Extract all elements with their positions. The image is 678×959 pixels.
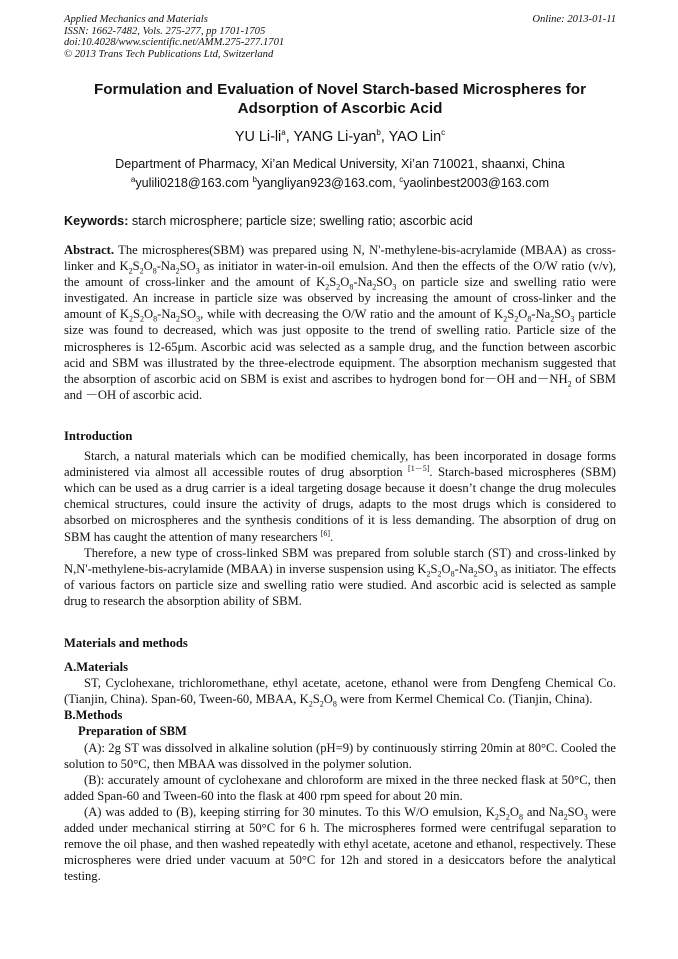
abstract-label: Abstract.: [64, 243, 115, 257]
email-2-mark: b: [252, 174, 257, 184]
email-list: [64, 176, 616, 190]
author-3: YAO Lin: [388, 129, 442, 145]
materials-methods-section: [64, 635, 616, 884]
email-1[interactable]: yulili0218@163.com: [135, 176, 249, 190]
author-1-mark: a: [281, 128, 286, 138]
intro-paragraph-1: Starch, a natural materials which can be modified chemically, has been incorporated in dosage forms administered via almost all accessible routes of drug absorption [1－5]. Starch-based microspheres (SBM) which can be used as a drug carrier is a ideal targeting dosage because it doesn’t change the drug molecules chemical structures, could insure the activity of drugs, adapts to the most drugs which is considered to absorbed on microspheres and the synthesis conditions of it is less demanding. The absorption of drug on SBM has caught the attention of many researchers [6].: [64, 449, 616, 544]
materials-paragraph: ST, Cyclohexane, trichloromethane, ethyl acetate, acetone, ethanol were from Dengfeng Chemical Co. (Tianjin, China). Span-60, Tween-60, MBAA, $K_2S_2O_8$ were from Kermel Chemical Co. (Tianjin, China).: [64, 676, 616, 709]
email-2[interactable]: yangliyan923@163.com,: [256, 176, 396, 190]
method-step-a: (A): 2g ST was dissolved in alkaline solution (pH=9) by continuously stirring 20min at 80°C. Cooled the solution to 50°C, then MBAA was dissolved in the polymer solution.: [64, 740, 616, 771]
method-step-b: (B): accurately amount of cyclohexane and chloroform are mixed in the three necked flask at 50°C, then added Span-60 and Tween-60 into the flask at 400 rpm speed for about 20 min.: [64, 772, 616, 803]
intro-paragraph-2: Therefore, a new type of cross-linked SBM was prepared from soluble starch (ST) and cross-linked by N,N'-methylene-bis-acrylamide (MBAA) in inverse suspension using $K_2S_2O_8-Na_2SO_3$ as initiator. The effects of various factors on particle size and swelling ratio were studied. And ascorbic acid is selected as sample drug to research the absorption ability of SBM.: [64, 545, 616, 608]
keywords-label: Keywords:: [64, 214, 129, 228]
citation-6[interactable]: [6]: [320, 528, 331, 538]
abstract-section: [64, 242, 616, 403]
author-2: YANG Li-yan: [293, 129, 377, 145]
paper-title: Formulation and Evaluation of Novel Starch-based Microspheres for Adsorption of Ascorbic Acid: [94, 81, 586, 117]
online-date: Online: 2013-01-11: [532, 14, 616, 25]
author-3-mark: c: [441, 128, 446, 138]
keywords: [64, 214, 616, 228]
abstract-paragraph: Abstract. The microspheres(SBM) was prepared using N, N'-methylene-bis-acrylamide (MBAA) as cross-linker and $K_2S_2O_8-Na_2SO_3$ as initiator in water-in-oil emulsion. And then the effects of the O/W ratio (v/v), the amount of cross-linker and the amount of $K_2S_2O_8-Na_2SO_3$ on particle size and swelling ratio were investigated. An increase in particle size was observed by increasing the amount of cross-linker and the amount of $K_2S_2O_8-Na_2SO_3$, while with decreasing the O/W ratio and the amount of $K_2S_2O_8-Na_2SO_3$ particle size was found to decreased, which was just opposite to the trend of swelling ratio. Particle size of the microspheres is 12-65μm. Ascorbic acid was selected as a sample drug, and the function between ascorbic acid and SBM was illustrated by the three-electrode equipment. The absorption mechanism suggested that the absorption of ascorbic acid on SBM is exist and ascribes to hydrogen bond for－OH $and-NH_2$ of SBM and －OH of ascorbic acid.: [64, 243, 617, 402]
citation-1-5[interactable]: [1－5]: [408, 464, 430, 473]
materials-methods-heading: Materials and methods: [64, 636, 188, 650]
doi-line[interactable]: doi:10.4028/www.scientific.net/AMM.275-277.1701: [64, 37, 285, 49]
issn-line: ISSN: 1662-7482, Vols. 275-277, pp 1701-1705: [64, 25, 266, 37]
author-list: YU $Li-li^a$, YANG Li-yan$^b$, YAO Lin$^c$: [234, 128, 446, 145]
author-1: YU Li-li: [234, 129, 282, 145]
affiliation: Department of Pharmacy, Xi’an Medical University, Xi’an 710021, shaanxi, China: [115, 157, 565, 171]
journal-name: Applied Mechanics and Materials: [64, 14, 208, 25]
keywords-text: starch microsphere; particle size; swelling ratio; ascorbic acid: [131, 214, 473, 228]
email-1-mark: a: [130, 174, 136, 184]
method-step-c: (A) was added to (B), keeping stirring for 30 minutes. To this W/O emulsion, $K_2S_2O_8$ and $Na_2SO_3$ were added under mechanical stirring at 50°C for 6 h. The microspheres formed were centrifugal separation to remove the oil phase, and then washed repeatedly with ethyl acetate, acetone and ethanol, respectively. These microspheres were dried under vacuum at 50°C for 12h and stored in a desiccators before the analytical testing.: [64, 804, 616, 884]
materials-subheading: A.Materials: [64, 660, 128, 675]
author-2-mark: b: [376, 128, 381, 138]
introduction-heading: Introduction: [64, 429, 133, 443]
email-3-mark: c: [399, 174, 404, 184]
journal-header: [64, 14, 616, 60]
email-3[interactable]: yaolinbest2003@163.com: [403, 176, 550, 190]
methods-subheading: B.Methods: [64, 708, 123, 723]
copyright-line: © 2013 Trans Tech Publications Ltd, Switzerland: [64, 48, 274, 60]
introduction-section: [64, 428, 616, 609]
preparation-subheading: Preparation of SBM: [78, 724, 187, 739]
